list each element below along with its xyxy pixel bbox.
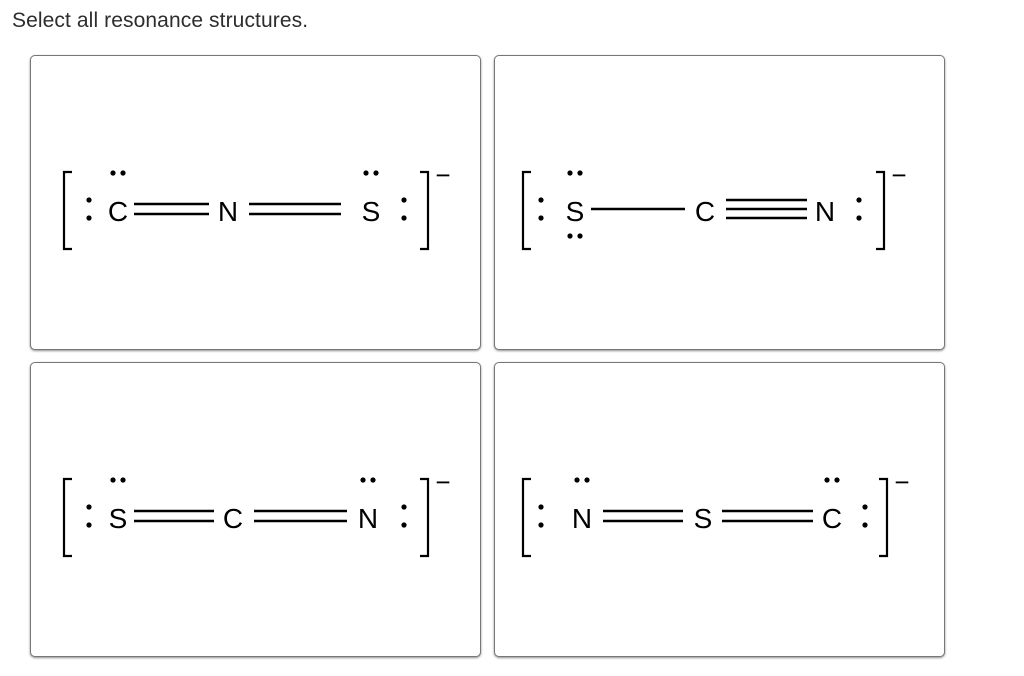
lone-pair-dot: [538, 215, 543, 220]
answer-option-3[interactable]: [30, 362, 481, 657]
lewis-structure-3: [31, 363, 482, 658]
atom-symbol: S: [361, 196, 381, 227]
lone-pair-dot: [824, 477, 829, 482]
lone-pair-dot: [110, 477, 115, 482]
atom-symbol: S: [693, 503, 713, 534]
left-bracket: [523, 172, 531, 249]
lone-pair-dot: [86, 504, 91, 509]
atom-symbol: S: [108, 503, 128, 534]
answer-option-1[interactable]: [30, 55, 481, 350]
atom-symbol: C: [107, 196, 129, 227]
atom-symbol: S: [565, 196, 585, 227]
right-bracket: [420, 172, 428, 249]
question-prompt: Select all resonance structures.: [12, 9, 309, 32]
lone-pair-dot: [360, 477, 365, 482]
lone-pair-dot: [834, 477, 839, 482]
lone-pair-dot: [577, 170, 582, 175]
right-bracket: [876, 172, 884, 249]
lone-pair-dot: [538, 197, 543, 202]
charge-label: −: [435, 160, 451, 190]
lone-pair-dot: [856, 197, 861, 202]
atom-symbol: N: [814, 196, 836, 227]
lone-pair-dot: [86, 197, 91, 202]
lone-pair-dot: [567, 233, 572, 238]
lone-pair-dot: [574, 477, 579, 482]
right-bracket: [879, 479, 887, 556]
lone-pair-dot: [110, 170, 115, 175]
lewis-structure-2: [495, 56, 946, 351]
lone-pair-dot: [401, 215, 406, 220]
lone-pair-dot: [567, 170, 572, 175]
left-bracket: [64, 479, 72, 556]
left-bracket: [64, 172, 72, 249]
lone-pair-dot: [862, 522, 867, 527]
right-bracket: [420, 479, 428, 556]
lone-pair-dot: [373, 170, 378, 175]
answer-option-2[interactable]: [494, 55, 945, 350]
left-bracket: [523, 479, 531, 556]
lewis-structure-4: [495, 363, 946, 658]
charge-label: −: [891, 160, 907, 190]
lone-pair-dot: [401, 522, 406, 527]
lone-pair-dot: [120, 170, 125, 175]
lone-pair-dot: [538, 504, 543, 509]
lone-pair-dot: [86, 522, 91, 527]
atom-symbol: N: [357, 503, 379, 534]
answer-options: [30, 55, 948, 659]
lone-pair-dot: [401, 197, 406, 202]
lone-pair-dot: [538, 522, 543, 527]
answer-option-4[interactable]: [494, 362, 945, 657]
lone-pair-dot: [363, 170, 368, 175]
lone-pair-dot: [86, 215, 91, 220]
lone-pair-dot: [862, 504, 867, 509]
charge-label: −: [894, 467, 910, 497]
charge-label: −: [435, 467, 451, 497]
atom-symbol: C: [222, 503, 244, 534]
lone-pair-dot: [577, 233, 582, 238]
atom-symbol: C: [694, 196, 716, 227]
lewis-structure-1: [31, 56, 482, 351]
lone-pair-dot: [584, 477, 589, 482]
lone-pair-dot: [401, 504, 406, 509]
atom-symbol: N: [217, 196, 239, 227]
atom-symbol: C: [821, 503, 843, 534]
lone-pair-dot: [856, 215, 861, 220]
lone-pair-dot: [120, 477, 125, 482]
lone-pair-dot: [370, 477, 375, 482]
atom-symbol: N: [571, 503, 593, 534]
